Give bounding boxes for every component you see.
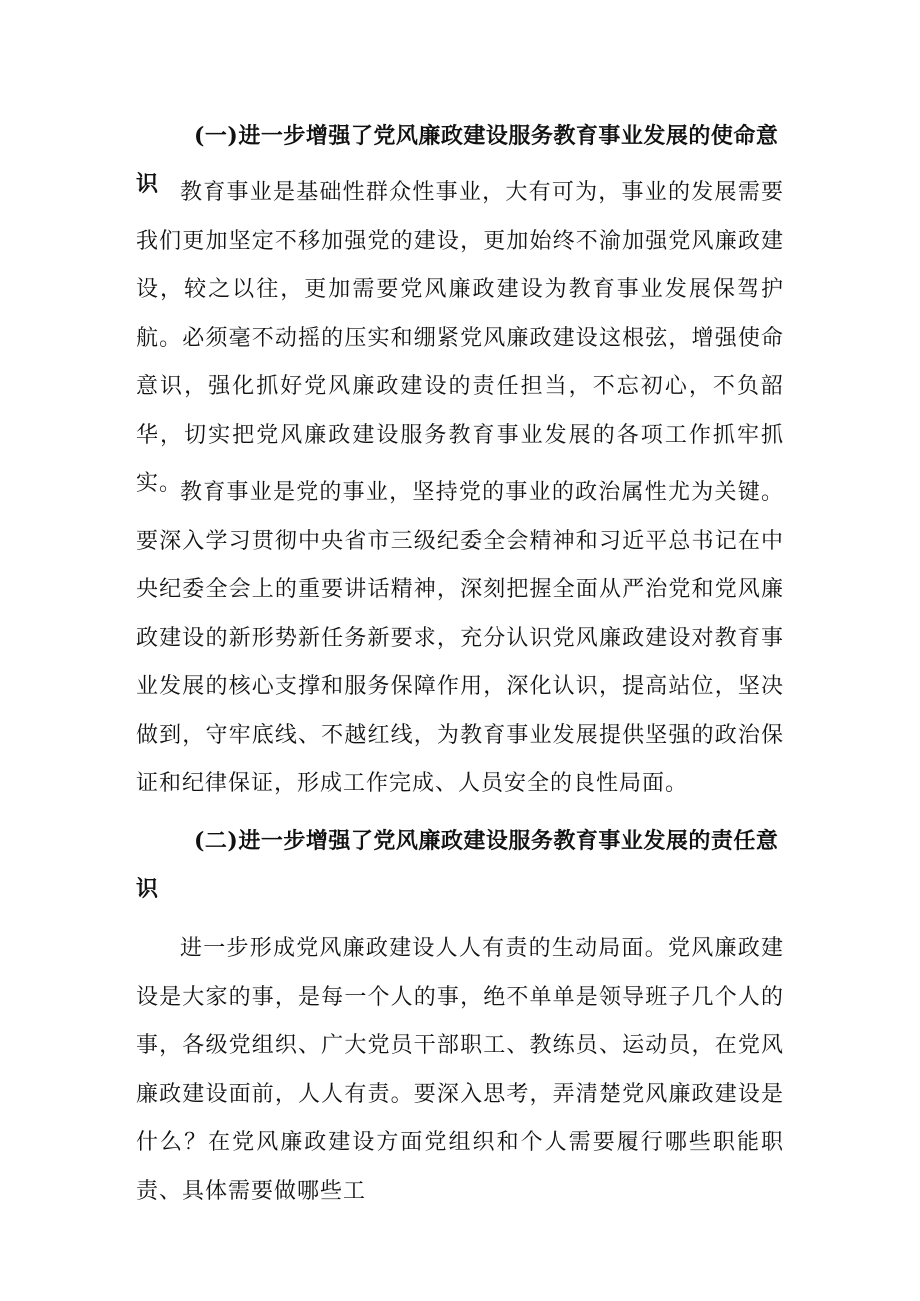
body-paragraph-2: 教育事业是党的事业，坚持党的事业的政治属性尤为关键。要深入学习贯彻中央省市三级纪委全会精神和习近平总书记在中央纪委全会上的重要讲话精神，深刻把握全面从严治党和党风廉政建设的新形势新任务新要求，充分认识党风廉政建设对教育事业发展的核心支撑和服务保障作用，深化认识，提高站位，坚决做到，守牢底线、不越红线，为教育事业发展提供坚强的政治保证和纪律保证，形成工作完成、人员安全的良性局面。 bbox=[136, 480, 784, 796]
body-paragraph-3: 进一步形成党风廉政建设人人有责的生动局面。党风廉政建设是大家的事，是每一个人的事，绝不单单是领导班子几个人的事，各级党组织、广大党员干部职工、教练员、运动员，在党风廉政建设面前，人人有责。要深入思考，弄清楚党风廉政建设是什么？在党风廉政建设方面党组织和个人需要履行哪些职能职责、具体需要做哪些工 bbox=[136, 936, 784, 1204]
section-heading-2: (二)进一步增强了党风廉政建设服务教育事业发展的责任意识 bbox=[136, 828, 779, 902]
body-paragraph-1: 教育事业是基础性群众性事业，大有可为，事业的发展需要我们更加坚定不移加强党的建设，更加始终不渝加强党风廉政建设，较之以往，更加需要党风廉政建设为教育事业发展保驾护航。必须毫不动摇的压实和绷紧党风廉政建设这根弦，增强使命意识，强化抓好党风廉政建设的责任担当，不忘初心，不负韶华，切实把党风廉政建设服务教育事业发展的各项工作抓牢抓实。 bbox=[136, 180, 784, 496]
section-heading-1: (一)进一步增强了党风廉政建设服务教育事业发展的使命意识 bbox=[136, 123, 779, 197]
